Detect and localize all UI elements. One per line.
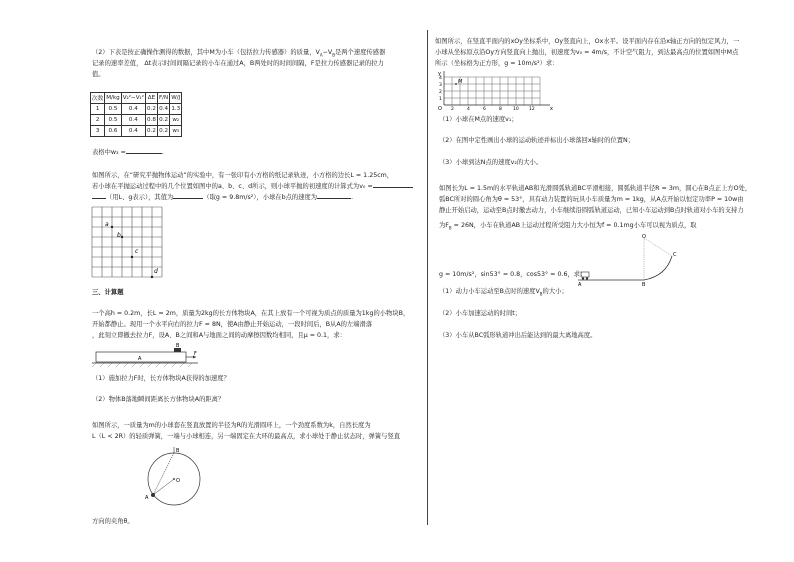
- track-line5: g = 10m/s²，sin53° = 0.8，cos53° = 0.6，求：: [439, 271, 587, 278]
- track-q1: [439, 288, 568, 298]
- label-c: C: [673, 252, 677, 258]
- table-header: M/kg: [105, 93, 122, 104]
- table-row: [91, 104, 182, 115]
- tick-x-10: 10: [513, 107, 519, 112]
- table-row: [91, 126, 182, 137]
- calc2-line2: L（L < 2R）的轻质弹簧，一端与小球相连，另一端固定在大环的最高点，求小球处于静止状态时，弹簧与竖直: [92, 433, 401, 440]
- table-cell: 0.8: [146, 115, 158, 126]
- table-cell: 1: [91, 104, 105, 115]
- table-cell: 0.4: [121, 115, 145, 126]
- answer-blank: [92, 198, 106, 199]
- table-header: 次数: [91, 93, 105, 104]
- proj-line2-text: 若小球在平抛运动过程中的几个位置如图中的a、b、c、d所示，则小球平抛的初速度的计算式为v₀ =: [92, 183, 373, 190]
- track-line3: 静止开始启动，运动至B点时撤去动力，小车继续沿圆弧轨道运动，已知小车运动到B点时轨道对小车的支持力: [439, 207, 744, 214]
- answer-blank: [317, 198, 351, 199]
- xy-line3: 所示（坐标格为正方形，g = 10m/s²）求：: [435, 60, 559, 67]
- track-q3: （3）小车从BC弧形轨道冲出后能达到的最大离地高度。: [439, 332, 597, 339]
- point-b-label: b: [117, 232, 121, 239]
- table-cell: 0.4: [121, 104, 145, 115]
- column-divider: [427, 30, 428, 525]
- table-cell: 0.4: [121, 126, 145, 137]
- tick-x-6: 6: [483, 107, 486, 112]
- block-figure: [92, 344, 202, 370]
- track-line4-rest: = 26N，小车在轨道AB上运动过程所受阻力大小恒为f = 0.1mg小车可以视为质点，取: [451, 222, 697, 229]
- table-header-row: [91, 93, 182, 104]
- track-q1-sub: B: [539, 291, 543, 297]
- table-cell: 0.2: [146, 104, 158, 115]
- calc1-line3: ，此刻立即撤去拉力F，设A、B之间和A与地面之间的动摩擦因数均相同，且μ = 0.1，求：: [92, 332, 346, 339]
- table-cell: 0.4: [157, 104, 169, 115]
- tick-y-3: 3: [439, 83, 442, 88]
- table-cell: w₂: [170, 115, 182, 126]
- answer-blank: [173, 198, 203, 199]
- proj-line2: [92, 183, 413, 191]
- xy-grid-figure: [436, 71, 556, 111]
- calc2-line3: 方向的夹角θ。: [92, 518, 134, 525]
- table-note-text: 表格中w₃ =: [92, 149, 126, 156]
- proj-line1: 如图所示，在“研究平抛物体运动”的实验中，有一张印有小方格的纸记录轨迹，小方格的边长L = 1.25cm，: [92, 172, 394, 179]
- xy-q2: （2）在图中定性画出小球的运动轨迹并标出小球落回x轴时的位置N；: [439, 137, 635, 144]
- calc1-q2: （2）物体B落地瞬间距离长方体物块A的距离？: [92, 396, 225, 403]
- track-q2: （2）小车加速运动的时间t；: [439, 310, 522, 317]
- q2-intro-line2: 记录的速率差值， Δt表示时间间隔记录的小车在通过A，B两处时的时间间隔，F是拉力传感器记录的拉力: [92, 60, 384, 67]
- q2-text-end: 是两个速度传感器: [334, 49, 386, 56]
- track-bc-arc: [644, 256, 672, 280]
- table-cell: 0.5: [105, 115, 122, 126]
- point-b-dot: [121, 236, 123, 238]
- proj-line3: （用L、g表示），其值为 （取g = 9.8m/s²），小球在b点的速度为 .: [92, 194, 353, 202]
- tick-x-4: 4: [467, 107, 470, 112]
- calc2-line1: 如图所示，一质量为m的小球套在竖直放置的半径为R的光滑圆环上，一个劲度系数为k，自然长度为: [92, 422, 371, 429]
- label-a: A: [138, 356, 142, 362]
- tick-y-2: 2: [439, 90, 442, 95]
- label-o: O: [642, 234, 646, 240]
- track-line4: [439, 222, 697, 232]
- ball: [151, 493, 155, 497]
- point-m: [455, 83, 457, 85]
- point-c-dot: [131, 256, 133, 258]
- xy-line2: 小球从坐标原点沿Oy方向竖直向上抛出，初速度为v₀ = 4m/s，不计空气阻力，到达最高点的位置如图中M点: [435, 49, 739, 56]
- point-c-label: c: [135, 248, 139, 255]
- radius-line: [153, 479, 174, 495]
- xy-line1: 如图所示，在竖直平面内的xOy坐标系中，Oy竖直向上，Ox水平。设平面内存在沿x轴正方向的恒定风力，一: [435, 38, 740, 45]
- table-cell: 1.3: [170, 104, 182, 115]
- label-b: B: [176, 343, 180, 349]
- label-origin: O: [438, 106, 442, 112]
- label-m: M: [458, 79, 463, 85]
- tick-x-8: 8: [499, 107, 502, 112]
- table-cell: 0.2: [157, 115, 169, 126]
- proj-line3b-text: （取g = 9.8m/s²），小球在b点的速度为: [203, 194, 318, 201]
- ring-figure: [140, 445, 210, 515]
- table-row: [91, 115, 182, 126]
- table-cell: 0.2: [157, 126, 169, 137]
- answer-blank: [373, 187, 413, 188]
- answer-blank: [126, 153, 162, 154]
- q2-intro-line3: 值。: [92, 71, 105, 78]
- track-line4-text: 为F: [439, 222, 449, 229]
- table-header: V₂²−V₁²: [121, 93, 145, 104]
- table-header: ΔE: [146, 93, 158, 104]
- xy-q1: （1）小球在M点的速度v₁；: [439, 116, 518, 123]
- point-a-label: a: [105, 221, 109, 228]
- calc1-q1: （1）施加拉力F时，长方体物块A获得的加速度？: [92, 375, 230, 382]
- table-cell: 0.6: [105, 126, 122, 137]
- table-cell: 0.5: [105, 104, 122, 115]
- proj-line3-text: （用L、g表示），其值为: [106, 194, 174, 201]
- section-3-title: 三、计算题: [92, 289, 124, 296]
- grid-lines: [92, 207, 162, 277]
- q2-sub-b: B: [332, 52, 335, 58]
- label-a: A: [578, 282, 582, 288]
- label-x: x: [550, 106, 553, 112]
- label-b: B: [642, 282, 646, 288]
- tick-y-1: 1: [439, 97, 442, 102]
- q2-text: （2）下表是按正确操作测得的数据，其中M为小车（包括拉力传感器）的质量，V: [92, 49, 320, 56]
- spring-line: [153, 453, 174, 495]
- point-a-dot: [111, 226, 113, 228]
- table-cell: 3: [91, 126, 105, 137]
- label-o-center: O: [176, 478, 180, 484]
- q2-text-minus: −V: [322, 49, 333, 56]
- point-d-label: d: [154, 268, 158, 275]
- calc1-line2: 开始都静止。现用一个水平向右的拉力F = 8N，使A由静止开始运动，一段时间后，B从A的左端滑落: [92, 321, 373, 328]
- table-cell: 2: [91, 115, 105, 126]
- xy-q3: （3）小球到达N点的速度v₂的大小。: [439, 159, 543, 166]
- q2-intro-line1: [92, 49, 385, 59]
- track-q1-rest: 的大小；: [542, 288, 568, 295]
- table-cell: 0.2: [146, 126, 158, 137]
- projectile-grid-figure: [92, 207, 164, 279]
- track-q1-text: （1）动力小车运动至B点时的速度V: [439, 288, 540, 295]
- data-table: [90, 92, 182, 137]
- table-header: W/J: [170, 93, 182, 104]
- label-a-ball: A: [145, 495, 149, 501]
- tick-x-12: 12: [529, 107, 535, 112]
- point-d-dot: [151, 276, 153, 278]
- label-y: y: [438, 71, 441, 77]
- label-f: F: [194, 351, 197, 357]
- table-note: 表格中w₃ = .: [92, 149, 164, 156]
- track-line1: 如图长为L = 1.5m的水平轨道AB和光滑圆弧轨道BC平滑相接，圆弧轨道半径R = 3m，圆心在B点正上方O处，: [439, 185, 752, 192]
- track-figure: [576, 234, 677, 288]
- radius-oc: [644, 238, 672, 256]
- tick-y-4: 4: [439, 76, 442, 81]
- table-cell: w₃: [170, 126, 182, 137]
- calc1-line1: 一个高h = 0.2m，长L = 2m，质量为2kg的长方体物块A，在其上放有一个可视为质点的质量为1kg的小物块B，: [92, 310, 410, 317]
- q2-sub-a: A: [319, 52, 323, 58]
- ground-hatch: [92, 363, 192, 367]
- track-sub-b: B: [448, 225, 452, 231]
- tick-x-2: 2: [451, 107, 454, 112]
- label-b-top: B: [176, 448, 180, 454]
- table-header: F/N: [157, 93, 169, 104]
- track-line2: 弧BC所对的圆心角为θ = 53°，具有动力装置的玩具小车质量为m = 1kg，从A点开始以恒定功率P = 10w由: [439, 196, 744, 203]
